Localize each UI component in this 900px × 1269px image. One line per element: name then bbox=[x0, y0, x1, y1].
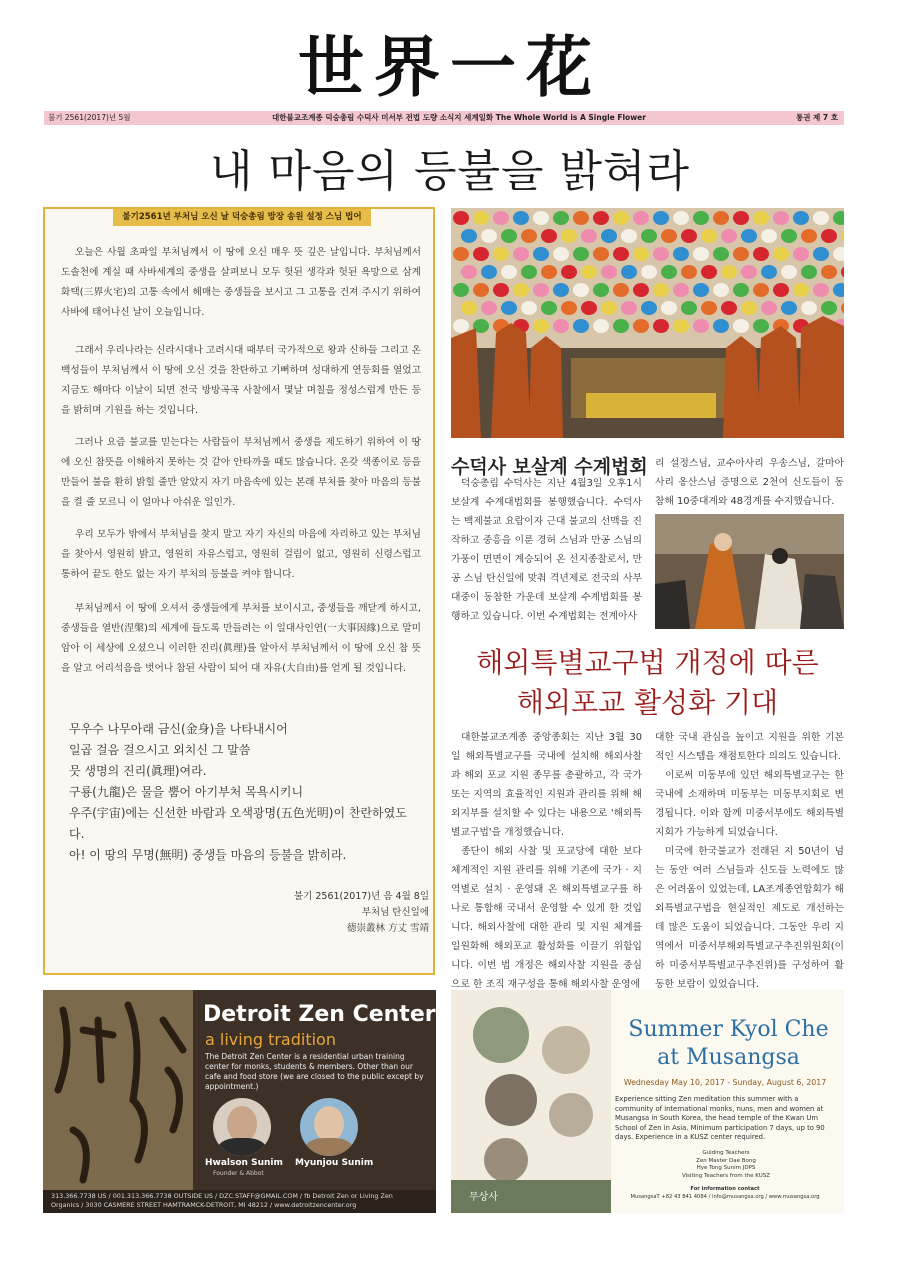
article2-title-line1: 해외특별교구법 개정에 따른 bbox=[476, 646, 819, 679]
sermon-box bbox=[43, 207, 435, 975]
contact-info: MusangsaT +82 43 841 4084 / info@musangsa.org / www.musangsa.org bbox=[630, 1193, 820, 1200]
ad-detroit-description: The Detroit Zen Center is a residential urban training center for monks, students & members. Other than our cafe and food store (we are closed to the public except by appointment.) bbox=[205, 1052, 424, 1091]
signature-date: 불기 2561(2017)년 음 4월 8일 bbox=[294, 891, 429, 902]
article1-col2: 리 설정스님, 교수아사리 우송스님, 갈마아사리 옹산스님 증명으로 2천여 신도들이 동참해 10중대계와 48경계를 수지했습니다. bbox=[655, 458, 844, 507]
teacher-line: Hye Tong Sunim JDPS bbox=[696, 1165, 756, 1171]
ad-musangsa-contact bbox=[611, 1186, 839, 1201]
article2-paragraph: 대한불교조계종 중앙종회는 지난 3월 30일 해외특별교구를 국내에 설치해 해외사찰과 해외 포교 지원 종무를 총괄하고, 각 국가 또는 지역의 효율적인 지원과 관리를 위해 해외지부를 설치할 수 있다는 내용으로 '해외특별교구법'을 개정했습니다. bbox=[451, 732, 642, 838]
teacher-portrait bbox=[300, 1098, 358, 1156]
issue-date: 불기 2561(2017)년 5월 bbox=[48, 113, 131, 122]
sermon-paragraph: 우리 모두가 밖에서 부처님을 찾지 말고 자기 자신의 마음에 자리하고 있는 부처님을 찾아서 영원히 밝고, 영원히 자유스럽고, 영원히 걸림이 없고, 영원히 신령스럽고 통하여 끝도 한도 없는 자기 부처의 등불을 켜야 합니다. bbox=[61, 529, 421, 580]
teacher-line: Visiting Teachers from the KUSZ bbox=[682, 1172, 770, 1179]
ad-musangsa-dates: Wednesday May 10, 2017 - Sunday, August 6, 2017 bbox=[623, 1078, 827, 1087]
ad-detroit-name: Detroit Zen Center bbox=[203, 1002, 436, 1027]
header-bar bbox=[44, 111, 844, 125]
ad-detroit-footer bbox=[51, 1192, 431, 1210]
article2-paragraph: 종단이 해외 사찰 및 포교당에 대한 보다 체계적인 지원 관리를 위해 기존에 국가 · 지역별로 설치 · 운영돼 온 해외특별교구를 하나로 통합해 국내서 운영할 수 있게 한 것입니다. 해외사찰에 대한 관리 및 지원 체계를 일원화해 해외포교 활성화를 이끌기 위함입니다. 이번 법 개정은 해외사찰 지원을 중심으로 한 조직 재구성을 통해 해외사찰 운영에 bbox=[451, 846, 642, 990]
teachers-label: Guiding Teachers bbox=[702, 1150, 750, 1156]
sermon-paragraph: 오늘은 사월 초파일 부처님께서 이 땅에 오신 매우 뜻 깊은 날입니다. 부처님께서 도솔천에 계실 때 사바세계의 중생을 살펴보니 모두 헛된 생각과 헛된 욕망으로 삼계화택(三界火宅)의 고통 속에서 헤매는 중생들을 보시고 그 고통을 건져 주시기 위하여 사바에 태어나신 날이 오늘입니다. bbox=[61, 247, 421, 318]
verse-line: 구룡(九龍)은 물을 뿜어 아기부처 목욕시키니 bbox=[69, 785, 304, 799]
founder-role: Founder & Abbot bbox=[213, 1170, 264, 1177]
article2-title-line2: 해외포교 활성화 기대 bbox=[516, 686, 779, 719]
masthead-title: 世界一花 bbox=[298, 28, 602, 106]
lantern-ceremony-photo bbox=[451, 208, 844, 438]
founder-portrait bbox=[213, 1098, 271, 1156]
ad-musangsa-title bbox=[621, 1016, 836, 1072]
sermon-verse bbox=[69, 719, 419, 866]
sermon-title: 불기2561년 부처님 오신 날 덕숭총림 방장 송원 설정 스님 법어 bbox=[113, 209, 371, 226]
ad-musangsa-title-line2: at Musangsa bbox=[657, 1045, 800, 1070]
article2-paragraph: 이로써 미동부에 있던 해외특별교구는 한국내에 소재하며 미동부는 미동부지회로 변경됩니다. 이와 함께 미중서부에도 해외특별지회가 가능하게 되었습니다. bbox=[655, 770, 844, 838]
ad-musangsa-title-line1: Summer Kyol Che bbox=[628, 1017, 829, 1042]
teacher-name: Myunjou Sunim bbox=[295, 1158, 374, 1168]
detroit-zen-center-ad bbox=[43, 990, 436, 1213]
contact-label: For information contact bbox=[690, 1186, 760, 1192]
sermon-paragraph: 그래서 우리나라는 신라시대나 고려시대 때부터 국가적으로 왕과 신하들 그리고 온 백성들이 부처님께서 이 땅에 오신 것을 찬탄하고 기뻐하며 성대하게 연등회를 열었고 지금도 해마다 이날이 되면 전국 방방곡곡 사찰에서 몇날 며칠을 정성스럽게 만든 등을 밝히며 기원을 하는 것입니다. bbox=[61, 345, 421, 416]
verse-line: 아! 이 땅의 무명(無明) 중생들 마음의 등불을 밝히라. bbox=[69, 848, 347, 862]
verse-line: 뭇 생명의 진리(眞理)여라. bbox=[69, 764, 207, 778]
sermon-paragraph: 부처님께서 이 땅에 오셔서 중생들에게 부처를 보이시고, 중생들을 깨닫게 하시고, 중생들을 열반(涅槃)의 세계에 들도록 만들려는 이 일대사인연(一大事因緣)으로 말미암아 이 세상에 오셨으니 이러한 진리(眞理)를 알아서 부처님께서 이 땅에 오신 참 뜻을 알고 어리석음을 벗어나 참된 사람이 되어 대 자유(大自由)를 얻게 될 것입니다. bbox=[61, 603, 421, 674]
header-center-text: 대한불교조계종 덕숭총림 수덕사 미서부 전법 도량 소식지 세계일화 The Whole World is A Single Flower bbox=[272, 113, 646, 122]
article2-col2 bbox=[655, 728, 844, 994]
article1-title: 수덕사 보살계 수계법회 bbox=[451, 456, 648, 478]
article2-col1 bbox=[451, 728, 642, 994]
musangsa-logo: 무상사 bbox=[469, 1192, 498, 1203]
ad-detroit-footer-line1: 313.366.7738 US / 001.313.366.7738 OUTSIDE US / DZC.STAFF@GMAIL.COM / fb Detroit Zen or Living Zen bbox=[51, 1192, 393, 1200]
article2-paragraph: 대한 국내 관심을 높이고 지원을 위한 기본적인 시스템을 재점토한다 의의도 있습니다. bbox=[655, 732, 844, 762]
article1-col1: 덕숭총림 수덕사는 지난 4월3일 오후1시 보살계 수계대법회를 봉행했습니다. 수덕사는 백제불교 요람이자 근대 불교의 선맥을 진작하고 중흥을 이룬 경허 스님과 만공 스님의 가풍이 면면이 계승되어 온 선지종찰로서, 만공 스님 탄신일에 맞춰 격년제로 전국의 사부대중이 동참한 가운데 보살계 수계법회를 봉행하고 있습니다. 이번 수계법회는 전계아사 bbox=[451, 478, 642, 622]
founder-name: Hwalson Sunim bbox=[205, 1158, 283, 1168]
precept-ceremony-photo bbox=[655, 514, 844, 629]
issue-number: 통권 제 7 호 bbox=[795, 113, 838, 122]
ad-detroit-footer-line2: Organics / 3030 CASMERE STREET HAMTRAMCK-DETROIT, MI 48212 / www.detroitzencenter.org bbox=[51, 1201, 357, 1209]
signature-occasion: 부처님 탄신일에 bbox=[361, 907, 429, 918]
article2-title bbox=[451, 643, 844, 723]
ad-musangsa-teachers bbox=[651, 1150, 801, 1180]
ad-detroit-tagline: a living tradition bbox=[205, 1030, 336, 1049]
ad-musangsa-description: Experience sitting Zen meditation this summer with a community of international monks, nuns, men and women at Musangsa in South Korea, the head temple of the Kwan Um School of Zen in Asia. Minimum participation 7 days, up to 90 days. Experience in a KUSZ center required. bbox=[615, 1095, 825, 1141]
sermon-signature bbox=[259, 889, 429, 937]
page-headline: 내 마음의 등불을 밝혀라 bbox=[210, 146, 690, 197]
teacher-line: Zen Master Dae Bong bbox=[696, 1157, 756, 1164]
article2-paragraph: 미국에 한국불교가 전래된 지 50년이 넘는 동안 여러 스님들과 신도들 노력에도 많은 어려움이 있었는데, LA조계종연합회가 해외특별교구법을 현실적인 제도로 개선하는데 많은 도움이 되었습니다. 그동안 우리 지역에서 미중서부해외특별교구추진위원회(이하 미중서부특별교구추진위)를 구성하여 활동한 보람이 있었습니다. bbox=[655, 846, 844, 990]
musangsa-kyolche-ad bbox=[451, 990, 844, 1213]
verse-line: 무우수 나무아래 금신(金身)을 나타내시어 bbox=[69, 722, 288, 736]
verse-line: 우주(宇宙)에는 신선한 바람과 오색광명(五色光明)이 찬란하였도다. bbox=[69, 806, 407, 841]
signature-name: 德崇叢林 方丈 雪靖 bbox=[346, 923, 429, 934]
sermon-paragraph: 그러나 요즘 불교를 믿는다는 사람들이 부처님께서 중생을 제도하기 위하여 이 땅에 오신 참뜻을 이해하지 못하는 것 같아 안타까울 때도 많습니다. 온갖 색종이로 등을 만들어 불을 환히 밝힐 줄만 알았지 자기 마음속에 있는 본래 부처를 찾아 마음의 등불을 켤 줄 모르니 이 얼마나 아쉬운 일인가. bbox=[61, 437, 421, 508]
verse-line: 일곱 걸음 걸으시고 외치신 그 말씀 bbox=[69, 743, 251, 757]
